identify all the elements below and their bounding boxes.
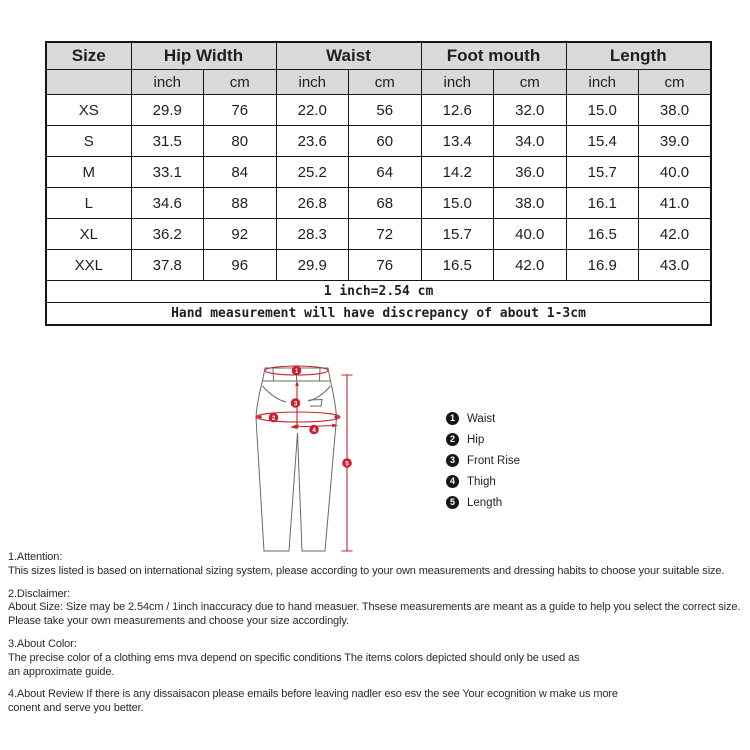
value-cell: 15.0 <box>421 188 494 219</box>
legend-badge-4: 4 <box>446 475 459 488</box>
measurement-legend <box>446 412 520 517</box>
legend-item-thigh <box>446 475 520 488</box>
unit-cell: cm <box>349 70 422 95</box>
value-cell: 16.1 <box>566 188 639 219</box>
size-cell: XL <box>46 219 131 250</box>
table-row-xs <box>46 95 711 126</box>
unit-cell: inch <box>276 70 349 95</box>
legend-item-waist <box>446 412 520 425</box>
unit-cell: cm <box>639 70 712 95</box>
legend-label: Length <box>467 496 503 509</box>
value-cell: 96 <box>204 250 277 281</box>
value-cell: 36.2 <box>131 219 204 250</box>
table-note-row <box>46 303 711 326</box>
value-cell: 34.0 <box>494 126 567 157</box>
value-cell: 28.3 <box>276 219 349 250</box>
section-text: 4.About Review If there is any dissaisacon please emails before leaving nadler eso esv the see Your ecognition w make us more <box>8 688 618 701</box>
value-cell: 40.0 <box>639 157 712 188</box>
value-cell: 23.6 <box>276 126 349 157</box>
value-cell: 43.0 <box>639 250 712 281</box>
value-cell: 15.7 <box>566 157 639 188</box>
value-cell: 32.0 <box>494 95 567 126</box>
marker-3-badge <box>291 398 301 408</box>
pants-outline <box>256 368 337 551</box>
value-cell: 92 <box>204 219 277 250</box>
size-cell: XXL <box>46 250 131 281</box>
legend-item-front-rise <box>446 454 520 467</box>
section-text: About Size: Size may be 2.54cm / 1inch inaccuracy due to hand measuer. Thsese measurements are meant as a guide to help you select the correct size. <box>8 601 741 614</box>
svg-text:1: 1 <box>294 367 299 375</box>
value-cell: 68 <box>349 188 422 219</box>
value-cell: 33.1 <box>131 157 204 188</box>
value-cell: 42.0 <box>494 250 567 281</box>
disclaimer-section <box>8 588 750 629</box>
value-cell: 88 <box>204 188 277 219</box>
size-cell: XS <box>46 95 131 126</box>
legend-label: Thigh <box>467 475 496 488</box>
table-unit-row <box>46 70 711 95</box>
unit-cell: inch <box>131 70 204 95</box>
hand-measurement-note: Hand measurement will have discrepancy of about 1-3cm <box>46 303 711 326</box>
section-heading: 3.About Color: <box>8 637 77 650</box>
value-cell: 37.8 <box>131 250 204 281</box>
table-note-row <box>46 281 711 303</box>
table-row-s <box>46 126 711 157</box>
value-cell: 38.0 <box>639 95 712 126</box>
legend-label: Waist <box>467 412 496 425</box>
value-cell: 41.0 <box>639 188 712 219</box>
section-text: This sizes listed is based on international sizing system, please according to your own measurements and dressing habits to choose your suitable size. <box>8 564 725 577</box>
value-cell: 15.4 <box>566 126 639 157</box>
svg-text:5: 5 <box>345 460 349 468</box>
section-text: The precise color of a clothing ems mva depend on specific conditions The items colors depicted should only be used as <box>8 651 580 664</box>
marker-4-badge <box>309 425 319 435</box>
value-cell: 31.5 <box>131 126 204 157</box>
unit-cell: cm <box>204 70 277 95</box>
value-cell: 39.0 <box>639 126 712 157</box>
value-cell: 38.0 <box>494 188 567 219</box>
table-row-xl <box>46 219 711 250</box>
legend-label: Front Rise <box>467 454 521 467</box>
value-cell: 16.5 <box>566 219 639 250</box>
value-cell: 80 <box>204 126 277 157</box>
section-text: Please take your own measurements and choose your size accordingly. <box>8 615 349 628</box>
empty-header-cell <box>46 70 131 95</box>
value-cell: 72 <box>349 219 422 250</box>
table-row-m <box>46 157 711 188</box>
value-cell: 16.9 <box>566 250 639 281</box>
size-column-header: Size <box>46 42 131 70</box>
size-cell: M <box>46 157 131 188</box>
value-cell: 29.9 <box>131 95 204 126</box>
value-cell: 56 <box>349 95 422 126</box>
svg-text:2: 2 <box>271 414 276 422</box>
marker-2-badge <box>269 413 279 423</box>
value-cell: 26.8 <box>276 188 349 219</box>
legend-label: Hip <box>467 433 485 446</box>
legend-badge-1: 1 <box>446 412 459 425</box>
marker-5-badge <box>342 458 352 468</box>
value-cell: 40.0 <box>494 219 567 250</box>
svg-text:4: 4 <box>312 426 316 434</box>
value-cell: 76 <box>204 95 277 126</box>
foot-mouth-header: Foot mouth <box>421 42 566 70</box>
section-text: an approximate guide. <box>8 665 115 678</box>
unit-cell: inch <box>566 70 639 95</box>
value-cell: 12.6 <box>421 95 494 126</box>
pants-diagram <box>245 355 360 560</box>
legend-item-hip <box>446 433 520 446</box>
size-cell: S <box>46 126 131 157</box>
value-cell: 14.2 <box>421 157 494 188</box>
legend-badge-3: 3 <box>446 454 459 467</box>
length-header: Length <box>566 42 711 70</box>
value-cell: 22.0 <box>276 95 349 126</box>
size-cell: L <box>46 188 131 219</box>
legend-badge-5: 5 <box>446 496 459 509</box>
section-text: conent and serve you better. <box>8 702 144 715</box>
inch-conversion-note: 1 inch=2.54 cm <box>46 281 711 303</box>
hip-width-header: Hip Width <box>131 42 276 70</box>
about-color-section <box>8 638 750 679</box>
section-heading: 2.Disclaimer: <box>8 587 71 600</box>
legend-badge-2: 2 <box>446 433 459 446</box>
value-cell: 13.4 <box>421 126 494 157</box>
unit-cell: cm <box>494 70 567 95</box>
value-cell: 64 <box>349 157 422 188</box>
value-cell: 16.5 <box>421 250 494 281</box>
value-cell: 15.0 <box>566 95 639 126</box>
value-cell: 76 <box>349 250 422 281</box>
unit-cell: inch <box>421 70 494 95</box>
value-cell: 36.0 <box>494 157 567 188</box>
value-cell: 29.9 <box>276 250 349 281</box>
value-cell: 60 <box>349 126 422 157</box>
table-row-l <box>46 188 711 219</box>
value-cell: 15.7 <box>421 219 494 250</box>
value-cell: 84 <box>204 157 277 188</box>
waist-header: Waist <box>276 42 421 70</box>
size-table <box>45 41 712 326</box>
value-cell: 34.6 <box>131 188 204 219</box>
legend-item-length <box>446 496 520 509</box>
table-row-xxl <box>46 250 711 281</box>
value-cell: 42.0 <box>639 219 712 250</box>
marker-1-badge <box>292 366 302 376</box>
section-heading: 1.Attention: <box>8 551 63 563</box>
bottom-notes <box>8 551 750 725</box>
value-cell: 25.2 <box>276 157 349 188</box>
attention-section <box>8 551 750 579</box>
table-header-row <box>46 42 711 70</box>
svg-text:3: 3 <box>293 400 298 408</box>
about-review-section <box>8 688 750 716</box>
